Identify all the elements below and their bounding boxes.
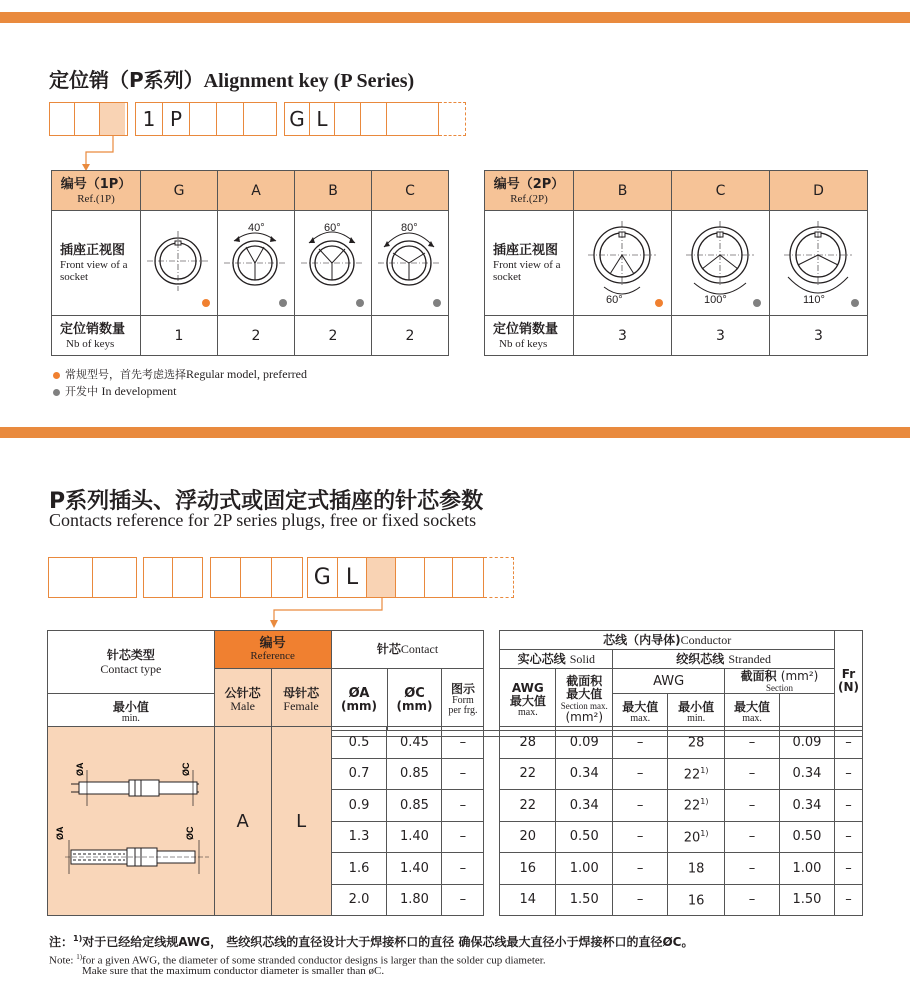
ref-c: C [672, 171, 770, 211]
part-number-group-c [284, 102, 439, 136]
spacer-cell [484, 884, 500, 916]
part-number-group-a [49, 102, 128, 136]
ref-header-cn: 编号（2P） [493, 176, 565, 192]
awg-solid-value: 28 [500, 727, 556, 759]
fr-value: – [834, 853, 862, 885]
pn-cell: 1 [136, 103, 163, 135]
key-count: 3 [574, 316, 672, 356]
section-min-value: – [725, 758, 780, 790]
section-max-en: Section max. [560, 701, 608, 711]
form-value: – [442, 821, 484, 853]
spacer-cell [484, 790, 500, 822]
spacer-cell [484, 758, 500, 790]
label-oc-male: ØC [181, 762, 191, 776]
note-cn-text: 对于已经给定线规AWG， 些绞织芯线的直径设计大于焊接杯口的直径 确保芯线最大直径小于焊接杯口的直径ØC。 [82, 935, 694, 949]
status-dot-dev [851, 299, 859, 307]
contact-cn: 针芯 [376, 642, 401, 656]
oc-value: 0.85 [387, 758, 442, 790]
stranded-en: Stranded [728, 651, 771, 666]
legend-dev [53, 383, 176, 399]
min-en: min. [121, 712, 140, 724]
female-en: Female [283, 698, 319, 713]
contact-type-en: Contact type [100, 661, 162, 676]
nb-keys-cn: 定位销数量 [493, 321, 559, 337]
angle-label-b: 60° [324, 222, 341, 234]
oc-value: 0.45 [387, 727, 442, 759]
section-solid-value: 1.50 [556, 884, 613, 916]
pn-cell [387, 103, 413, 135]
female-cn: 母针芯 [283, 685, 320, 700]
conductor-cn: 芯线（内导体) [603, 632, 681, 647]
section-min-value: – [725, 853, 780, 885]
mm2-unit: (mm²) [780, 669, 819, 683]
pn-cell: L [310, 103, 335, 135]
part-number-group-b [135, 102, 277, 136]
reference-en: Reference [250, 649, 295, 662]
oa-value: 0.7 [331, 758, 387, 790]
footnote-marker: 1) [700, 797, 709, 807]
front-view-label [52, 211, 141, 316]
pn-cell: P [163, 103, 190, 135]
pn-cell-highlight [367, 558, 396, 597]
pn-cell [173, 558, 202, 597]
awg-max-value [668, 758, 725, 790]
conductor-header [500, 631, 835, 650]
oc-value: 1.40 [387, 821, 442, 853]
front-view-en: Front view of a socket [60, 259, 128, 283]
socket-view-2p-d [770, 211, 868, 316]
legend-regular-en: Regular model, preferred [186, 367, 307, 381]
section2-title-cn: P系列插头、浮动式或固定式插座的针芯参数 [49, 489, 484, 514]
note-cn-prefix: 注： [49, 935, 74, 949]
contacts-table [47, 630, 863, 737]
section-max-value: 1.00 [779, 853, 834, 885]
sec-max-header [725, 694, 780, 731]
front-view-en: Front view of a socket [493, 259, 561, 283]
status-dot-dev [753, 299, 761, 307]
note-cn-sup: 1) [73, 934, 83, 943]
oc-unit: (mm) [396, 698, 433, 713]
legend-dev-en: In development [101, 384, 177, 398]
ref-b: B [574, 171, 672, 211]
oa-value: 0.5 [331, 727, 387, 759]
fr-value: – [834, 790, 862, 822]
awg-solid-value: 22 [500, 790, 556, 822]
label-oa-male: ØA [75, 762, 85, 776]
section2-title-en: Contacts reference for 2P series plugs, free or fixed sockets [49, 510, 477, 530]
pn-cell [439, 103, 464, 135]
section-solid-value: 0.34 [556, 790, 613, 822]
angle-label-2p-d: 110° [803, 294, 825, 306]
spacer-cell [484, 853, 500, 885]
oc-label: ØC [404, 685, 425, 701]
note-en-prefix: Note: [49, 954, 74, 967]
pn-cell [50, 103, 75, 135]
awg-max-number: 22 [683, 766, 701, 782]
male-cn: 公针芯 [224, 685, 261, 700]
nb-keys-label [52, 316, 141, 356]
spacer-column [484, 631, 500, 731]
ref-b: B [295, 171, 372, 211]
legend-regular [53, 366, 307, 382]
section-solid-value: 1.00 [556, 853, 613, 885]
awg-min-value: – [613, 790, 668, 822]
section1-title-cn: 定位销（P系列） [49, 68, 204, 92]
maxval-cn: 最大值 [509, 693, 546, 708]
pn-cell [93, 558, 137, 597]
form-value: – [442, 727, 484, 759]
alignment-key-table-1p [51, 170, 449, 356]
contact-type-cn: 针芯类型 [106, 647, 155, 662]
section-max-value: 0.50 [779, 821, 834, 853]
part-number2-group-d [307, 557, 484, 598]
reference-cn: 编号 [259, 635, 286, 651]
key-count: 2 [218, 316, 295, 356]
min-en: min. [687, 712, 706, 724]
pn-cell [425, 558, 454, 597]
pn-cell [484, 558, 513, 597]
angle-label-c: 80° [401, 222, 418, 234]
ref-header-en: Ref.(1P) [77, 192, 115, 205]
awg-solid-value: 16 [500, 853, 556, 885]
pn-cell [396, 558, 425, 597]
spacer-cell [484, 727, 500, 759]
nb-keys-en: Nb of keys [66, 337, 115, 350]
awg-min-value: – [613, 758, 668, 790]
part-number2-group-e [484, 557, 514, 598]
oc-value: 1.80 [387, 884, 442, 916]
oa-unit: (mm) [341, 698, 378, 713]
fr-value: – [834, 727, 862, 759]
part-number2-group-c [210, 557, 303, 598]
awg-max-header [613, 694, 668, 731]
status-dot-dev [433, 299, 441, 307]
sec-min-header [668, 694, 725, 731]
key-count: 1 [141, 316, 218, 356]
awg-min-header [48, 694, 215, 731]
form-header [442, 669, 484, 731]
form-value: – [442, 790, 484, 822]
section-min-value: – [725, 884, 780, 916]
pn-cell [335, 103, 361, 135]
pn-cell [217, 103, 244, 135]
note-en-text1: for a given AWG, the diameter of some stranded conductor designs is larger than the solder cup diameter. [82, 954, 546, 967]
awg-solid-header [500, 669, 556, 731]
mm2-unit: (mm²) [565, 710, 604, 724]
section-solid-value: 0.50 [556, 821, 613, 853]
fr-value: – [834, 821, 862, 853]
oa-value: 2.0 [331, 884, 387, 916]
angle-label-2p-c: 100° [704, 294, 727, 306]
pn-cell: G [308, 558, 338, 597]
form-en2: per frg. [448, 705, 478, 716]
status-dot-dev [356, 299, 364, 307]
maxval-cn: 最大值 [566, 687, 603, 701]
fr-unit: (N) [837, 679, 859, 694]
socket-view-c [372, 211, 449, 316]
label-oc-female: ØC [185, 826, 195, 840]
ref-header-cn: 编号（1P） [60, 176, 132, 192]
legend-dot-regular [53, 372, 60, 379]
socket-view-a [218, 211, 295, 316]
awg-min-value: – [613, 884, 668, 916]
section-min-value: – [725, 727, 780, 759]
status-dot-dev [279, 299, 287, 307]
section-solid-value: 0.09 [556, 727, 613, 759]
ref-g: G [141, 171, 218, 211]
pn-cell [75, 103, 100, 135]
pointer-arrow [80, 136, 120, 172]
awg-solid-value: 14 [500, 884, 556, 916]
awg-max-number: 28 [687, 735, 705, 751]
section-min-value: – [725, 821, 780, 853]
awg-max-value [668, 790, 725, 822]
awg-min-value: – [613, 821, 668, 853]
awg-label: AWG [653, 673, 685, 689]
oa-value: 1.6 [331, 853, 387, 885]
front-view-cn: 插座正视图 [60, 243, 126, 258]
ref-header [485, 171, 574, 211]
angle-label-2p-b: 60° [606, 294, 623, 306]
form-value: – [442, 853, 484, 885]
form-value: – [442, 758, 484, 790]
section-max-value: 0.34 [779, 790, 834, 822]
form-en1: Form [452, 695, 474, 706]
max-en: max. [630, 712, 651, 724]
form-cn: 图示 [450, 682, 475, 696]
stranded-header [613, 650, 835, 669]
contact-en: Contact [400, 642, 439, 656]
pn-cell: L [338, 558, 368, 597]
conductor-en: Conductor [680, 632, 732, 647]
solid-cn: 实心芯线 [517, 651, 566, 666]
section-stranded-header [725, 669, 835, 694]
status-dot-regular [202, 299, 210, 307]
pn-cell [244, 103, 271, 135]
oc-value: 0.85 [387, 790, 442, 822]
pn-cell [211, 558, 241, 597]
oc-header [387, 669, 442, 731]
oa-value: 1.3 [331, 821, 387, 853]
part-number2-group-b [143, 557, 203, 598]
fr-value: – [834, 884, 862, 916]
awg-max-number: 20 [683, 829, 701, 845]
section-cn: 截面积 [566, 674, 603, 688]
nb-keys-en: Nb of keys [499, 337, 548, 350]
nb-keys-label [485, 316, 574, 356]
stranded-cn: 绞织芯线 [676, 651, 725, 666]
contact-drawing [49, 728, 214, 916]
part-number2-group-a [48, 557, 137, 598]
legend-dot-dev [53, 389, 60, 396]
form-value: – [442, 884, 484, 916]
fr-header [834, 631, 862, 731]
front-view-cn: 插座正视图 [493, 243, 559, 258]
female-header [271, 669, 331, 731]
awg-max-value [668, 727, 725, 759]
nb-keys-cn: 定位销数量 [60, 321, 126, 337]
alignment-key-table-2p [484, 170, 868, 356]
maxval-cn: 最大值 [734, 699, 771, 714]
footnote-marker: 1) [700, 765, 709, 775]
min-cn: 最小值 [112, 699, 149, 714]
key-count: 2 [372, 316, 449, 356]
note-en-sup: 1) [76, 953, 83, 961]
key-count: 2 [295, 316, 372, 356]
male-en: Male [230, 698, 255, 713]
part-number-group-d [439, 102, 466, 136]
oa-value: 0.9 [331, 790, 387, 822]
ref-header-en: Ref.(2P) [510, 192, 548, 205]
section-divider-bar [0, 427, 910, 438]
front-view-label [485, 211, 574, 316]
fr-value: – [834, 758, 862, 790]
label-oa-female: ØA [55, 826, 65, 840]
contact-type-header [48, 631, 215, 694]
legend-regular-cn: 常规型号，首先考虑选择 [65, 368, 186, 381]
oa-label: ØA [348, 685, 370, 701]
solid-header [500, 650, 613, 669]
note-en-line2: Make sure that the maximum conductor diameter is smaller than øC. [82, 965, 385, 977]
awg-min-value: – [613, 727, 668, 759]
ref-header [52, 171, 141, 211]
pn-cell-highlight [100, 103, 125, 135]
min-cn: 最小值 [678, 699, 715, 714]
socket-view-g [141, 211, 218, 316]
section-max-value: 0.09 [779, 727, 834, 759]
section-min-value: – [725, 790, 780, 822]
female-ref: L [271, 727, 331, 916]
section-solid-header [556, 669, 613, 731]
note-cn [49, 933, 693, 950]
awg-stranded-header [613, 669, 725, 694]
section-max-value: 1.50 [779, 884, 834, 916]
awg-solid-value: 20 [500, 821, 556, 853]
key-count: 3 [770, 316, 868, 356]
maxval-cn: 最大值 [622, 699, 659, 714]
male-header [214, 669, 271, 731]
max-en: max. [742, 712, 762, 724]
section-cn: 截面积 [740, 669, 777, 683]
awg-max-value [668, 853, 725, 885]
solid-en: Solid [569, 651, 596, 666]
pointer-arrow [262, 598, 392, 630]
awg-max-number: 18 [687, 861, 705, 877]
top-accent-bar [0, 12, 910, 23]
ref-c: C [372, 171, 449, 211]
section-max-value: 0.34 [779, 758, 834, 790]
socket-view-b [295, 211, 372, 316]
awg-max-value [668, 821, 725, 853]
oa-header [331, 669, 387, 731]
fr-label: Fr [841, 666, 856, 681]
awg-solid-value: 22 [500, 758, 556, 790]
section-en: Section [766, 683, 793, 693]
awg-max-value [668, 884, 725, 916]
pn-cell: G [285, 103, 310, 135]
awg-label: AWG [511, 680, 544, 695]
key-count: 3 [672, 316, 770, 356]
oc-value: 1.40 [387, 853, 442, 885]
ref-d: D [770, 171, 868, 211]
awg-max-number: 22 [683, 798, 701, 814]
spacer-cell [484, 821, 500, 853]
pn-cell [49, 558, 93, 597]
awg-max-number: 16 [687, 892, 705, 908]
pn-cell [190, 103, 217, 135]
max-en: max. [517, 706, 538, 718]
legend-dev-cn: 开发中 [65, 385, 98, 398]
footnote-marker: 1) [700, 828, 709, 838]
status-dot-regular [655, 299, 663, 307]
pn-cell [144, 558, 173, 597]
ref-a: A [218, 171, 295, 211]
pn-cell [241, 558, 271, 597]
section1-title-en: Alignment key (P Series) [203, 70, 415, 92]
section1-title [49, 64, 414, 93]
angle-label-a: 40° [248, 222, 265, 234]
section-solid-value: 0.34 [556, 758, 613, 790]
reference-header [214, 631, 331, 669]
socket-view-2p-b [574, 211, 672, 316]
pn-cell [272, 558, 302, 597]
pn-cell [361, 103, 387, 135]
male-ref: A [214, 727, 271, 916]
socket-view-2p-c [672, 211, 770, 316]
contact-header [331, 631, 484, 669]
awg-min-value: – [613, 853, 668, 885]
pn-cell [453, 558, 483, 597]
